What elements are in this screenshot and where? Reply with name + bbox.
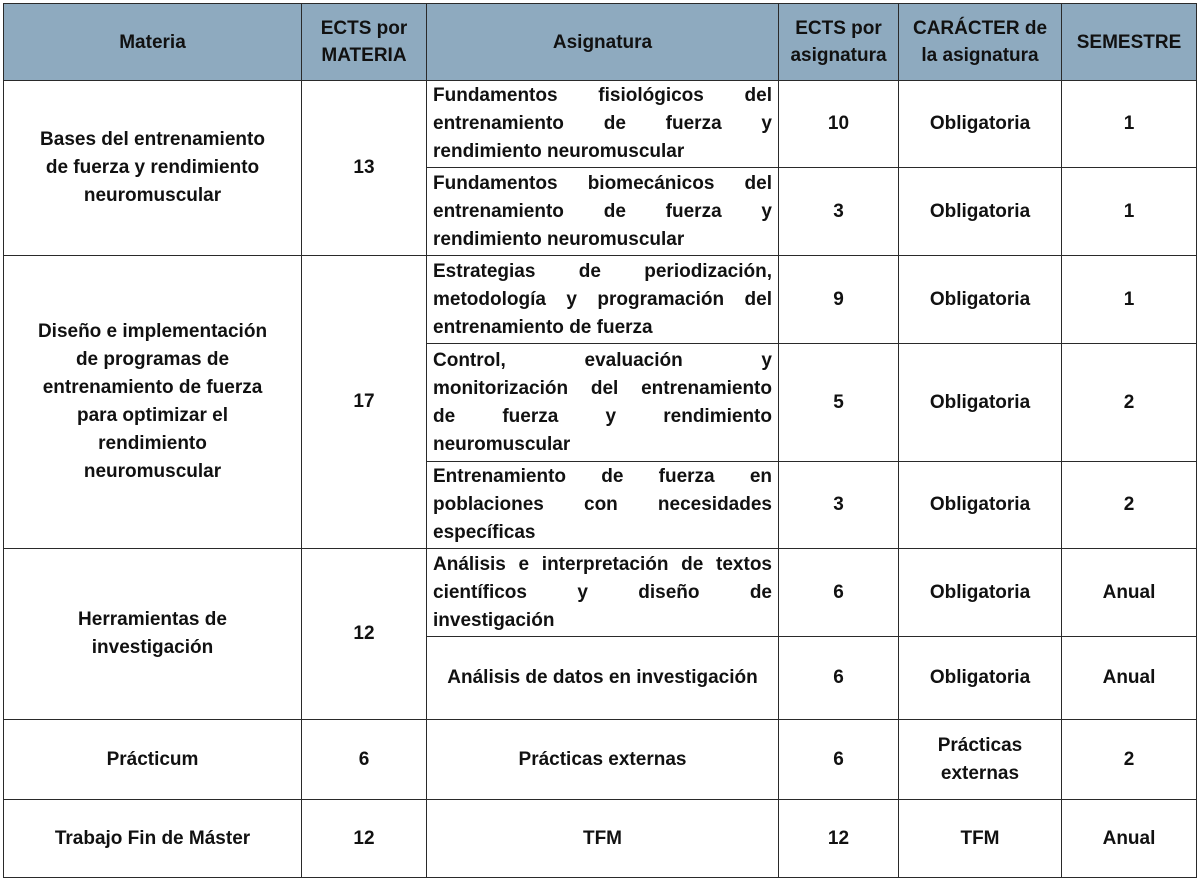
asignatura-cell: Análisis e interpretación de textos científicos y diseño de investigación bbox=[427, 549, 779, 637]
table-row bbox=[4, 81, 1197, 168]
caracter-cell: Obligatoria bbox=[899, 344, 1062, 462]
caracter-cell: Obligatoria bbox=[899, 256, 1062, 344]
asignatura-cell: Estrategias de periodización, metodología y programación del entrenamiento de fuerza bbox=[427, 256, 779, 344]
semestre-cell: 2 bbox=[1062, 720, 1197, 800]
ects-asignatura-cell: 3 bbox=[779, 168, 899, 256]
asignatura-cell: Fundamentos fisiológicos del entrenamiento de fuerza y rendimiento neuromuscular bbox=[427, 81, 779, 168]
semestre-cell: 1 bbox=[1062, 81, 1197, 168]
table-row bbox=[4, 720, 1197, 800]
table-row bbox=[4, 256, 1197, 344]
study-plan-table bbox=[3, 3, 1197, 878]
header-caracter: CARÁCTER de la asignatura bbox=[899, 4, 1062, 81]
semestre-cell: 1 bbox=[1062, 256, 1197, 344]
semestre-cell: Anual bbox=[1062, 800, 1197, 878]
header-ects-asignatura: ECTS por asignatura bbox=[779, 4, 899, 81]
materia-cell: Prácticum bbox=[4, 720, 302, 800]
asignatura-cell: Entrenamiento de fuerza en poblaciones con necesidades específicas bbox=[427, 462, 779, 549]
plan-estudios-container bbox=[3, 3, 1197, 878]
ects-materia-cell: 17 bbox=[302, 256, 427, 549]
header-asignatura: Asignatura bbox=[427, 4, 779, 81]
asignatura-cell: TFM bbox=[427, 800, 779, 878]
caracter-cell: Prácticas externas bbox=[899, 720, 1062, 800]
ects-materia-cell: 12 bbox=[302, 800, 427, 878]
semestre-cell: 2 bbox=[1062, 462, 1197, 549]
semestre-cell: Anual bbox=[1062, 549, 1197, 637]
caracter-cell: Obligatoria bbox=[899, 168, 1062, 256]
ects-asignatura-cell: 6 bbox=[779, 637, 899, 720]
caracter-cell: Obligatoria bbox=[899, 462, 1062, 549]
ects-asignatura-cell: 12 bbox=[779, 800, 899, 878]
asignatura-cell: Análisis de datos en investigación bbox=[427, 637, 779, 720]
header-ects-materia: ECTS por MATERIA bbox=[302, 4, 427, 81]
asignatura-cell: Prácticas externas bbox=[427, 720, 779, 800]
ects-materia-cell: 13 bbox=[302, 81, 427, 256]
semestre-cell: Anual bbox=[1062, 637, 1197, 720]
asignatura-cell: Fundamentos biomecánicos del entrenamiento de fuerza y rendimiento neuromuscular bbox=[427, 168, 779, 256]
semestre-cell: 1 bbox=[1062, 168, 1197, 256]
header-semestre: SEMESTRE bbox=[1062, 4, 1197, 81]
ects-materia-cell: 6 bbox=[302, 720, 427, 800]
ects-materia-cell: 12 bbox=[302, 549, 427, 720]
caracter-cell: Obligatoria bbox=[899, 549, 1062, 637]
caracter-cell: TFM bbox=[899, 800, 1062, 878]
asignatura-cell: Control, evaluación y monitorización del entrenamiento de fuerza y rendimiento neuromuscular bbox=[427, 344, 779, 462]
ects-asignatura-cell: 6 bbox=[779, 549, 899, 637]
ects-asignatura-cell: 9 bbox=[779, 256, 899, 344]
semestre-cell: 2 bbox=[1062, 344, 1197, 462]
ects-asignatura-cell: 6 bbox=[779, 720, 899, 800]
header-row bbox=[4, 4, 1197, 81]
table-row bbox=[4, 800, 1197, 878]
header-materia: Materia bbox=[4, 4, 302, 81]
ects-asignatura-cell: 3 bbox=[779, 462, 899, 549]
materia-cell: Diseño e implementación de programas de entrenamiento de fuerza para optimizar el rendimiento neuromuscular bbox=[4, 256, 302, 549]
materia-cell: Bases del entrenamiento de fuerza y rendimiento neuromuscular bbox=[4, 81, 302, 256]
ects-asignatura-cell: 10 bbox=[779, 81, 899, 168]
materia-cell: Trabajo Fin de Máster bbox=[4, 800, 302, 878]
table-row bbox=[4, 549, 1197, 637]
caracter-cell: Obligatoria bbox=[899, 81, 1062, 168]
materia-cell: Herramientas de investigación bbox=[4, 549, 302, 720]
ects-asignatura-cell: 5 bbox=[779, 344, 899, 462]
caracter-cell: Obligatoria bbox=[899, 637, 1062, 720]
